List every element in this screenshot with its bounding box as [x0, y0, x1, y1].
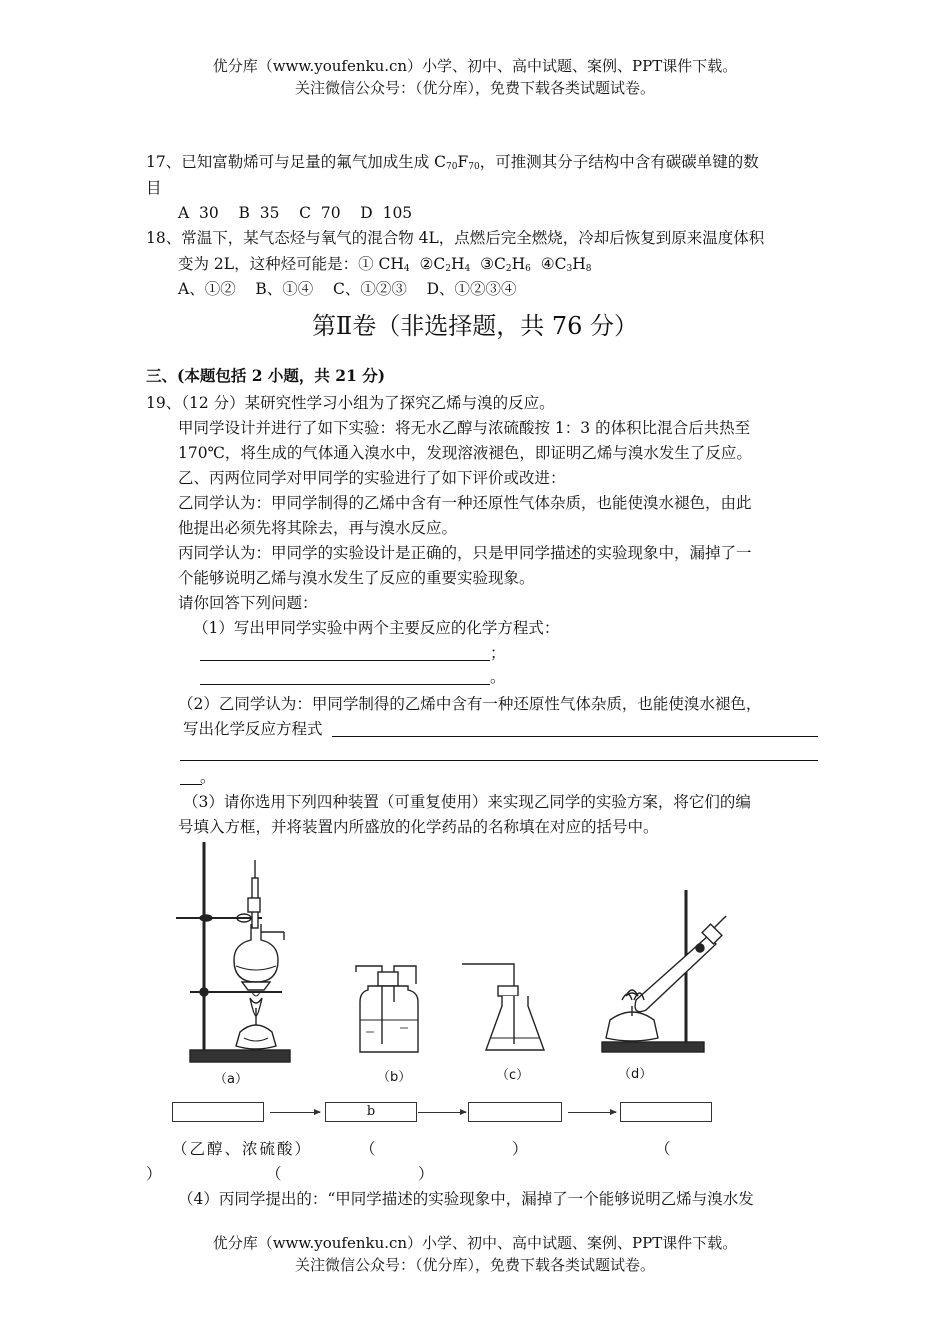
q18-f2-b: H	[450, 255, 465, 273]
q18-f3-a: ③C	[470, 255, 506, 273]
q17-options: A 30 B 35 C 70 D 105	[178, 204, 413, 222]
reagent-1: （乙醇、浓硫酸）	[172, 1140, 313, 1158]
q18-f3-b: H	[511, 255, 526, 273]
q18-f4-a: ④C	[530, 255, 567, 273]
flow-box-4[interactable]	[620, 1102, 712, 1122]
reagent-2-open: （	[360, 1140, 376, 1158]
header-line-1: 优分库（www.youfenku.cn）小学、初中、高中试题、案例、PPT课件下载。	[212, 57, 738, 75]
q17-text-c: ，可推测其分子结构中含有碳碳单键的数	[479, 153, 759, 171]
answer-blank-2[interactable]	[200, 684, 490, 685]
answer-blank-3[interactable]	[332, 736, 818, 737]
q19-sub-2-line-1: （2）乙同学认为：甲同学制得的乙烯中含有一种还原性气体杂质，也能使溴水褪色，	[178, 695, 762, 713]
apparatus-d-diagram	[596, 888, 736, 1058]
q18-f2-s1: 2	[445, 264, 451, 274]
q17-sub-2: 70	[468, 162, 480, 172]
reagent-2-close: ）	[512, 1140, 528, 1158]
q17-text-b: F	[457, 153, 469, 171]
blank-2-end: 。	[490, 668, 506, 686]
apparatus-a-label: （a）	[214, 1072, 248, 1087]
q17-sub-1: 70	[446, 162, 458, 172]
q18-f2-s2: 4	[464, 264, 471, 274]
q19-intro: 19、（12 分）某研究性学习小组为了探究乙烯与溴的反应。	[146, 394, 555, 412]
q18-f2-a: ②C	[409, 255, 446, 273]
apparatus-c-label: （c）	[496, 1068, 530, 1083]
question-17	[146, 152, 759, 177]
q18-f4-b: H	[572, 255, 586, 273]
q19-p2: 乙、丙两位同学对甲同学的实验进行了如下评价或改进：	[178, 469, 566, 487]
q19-sub-3-line-2: 号填入方框，并将装置内所盛放的化学药品的名称填在对应的括号中。	[178, 818, 659, 836]
q17-text-d: 目	[146, 179, 162, 197]
reagent-4-close: ）	[418, 1165, 434, 1183]
q19-sub-2-line-2: 写出化学反应方程式	[183, 720, 323, 738]
q17-text-a: 17、已知富勒烯可与足量的氟气加成生成 C	[146, 153, 447, 171]
part-3-title: 三、(本题包括 2 小题，共 21 分)	[146, 366, 386, 385]
q18-line-2	[178, 254, 591, 279]
q18-line-1: 18、常温下，某气态烃与氧气的混合物 4L，点燃后完全燃烧，冷却后恢复到原来温度体积	[146, 229, 765, 247]
footer-line-2: 关注微信公众号：（优分库），免费下载各类试题试卷。	[294, 1256, 655, 1274]
q19-p4-line-1: 丙同学认为：甲同学的实验设计是正确的，只是甲同学描述的实验现象中，漏掉了一	[178, 544, 752, 562]
q19-p3-line-1: 乙同学认为：甲同学制得的乙烯中含有一种还原性气体杂质，也能使溴水褪色，由此	[178, 494, 752, 512]
apparatus-b-diagram	[352, 962, 432, 1057]
q19-sub-3-line-1: （3）请你选用下列四种装置（可重复使用）来实现乙同学的实验方案，将它们的编	[183, 793, 751, 811]
blank-1-end: ；	[490, 644, 506, 662]
apparatus-b-label: （b）	[377, 1070, 412, 1085]
reagent-3-open: （	[655, 1140, 671, 1158]
q18-options: A、①② B、①④ C、①②③ D、①②③④	[178, 280, 517, 298]
answer-blank-1[interactable]	[200, 660, 490, 661]
answer-blank-4[interactable]	[180, 760, 818, 761]
q18-f3-s2: 6	[525, 264, 531, 274]
q18-line2-a: 变为 2L，这种烃可能是：① CH	[178, 255, 404, 273]
flow-arrow-2	[418, 1112, 466, 1113]
q18-f4-s2: 8	[585, 264, 592, 274]
q18-f1-sub: 4	[403, 264, 410, 274]
apparatus-c-diagram	[460, 958, 550, 1058]
flow-arrow-3	[568, 1112, 616, 1113]
flow-box-3[interactable]	[468, 1102, 562, 1122]
header-line-2: 关注微信公众号：（优分库），免费下载各类试题试卷。	[294, 79, 655, 97]
apparatus-d-label: （d）	[618, 1067, 653, 1082]
q18-f3-s1: 2	[505, 264, 512, 274]
q19-sub-1: （1）写出甲同学实验中两个主要反应的化学方程式：	[193, 619, 560, 637]
answer-blank-5[interactable]	[180, 784, 202, 785]
q19-p4-line-2: 个能够说明乙烯与溴水发生了反应的重要实验现象。	[178, 569, 535, 587]
flow-box-1[interactable]	[172, 1102, 264, 1122]
q19-sub-4: （4）丙同学提出的：“甲同学描述的实验现象中，漏掉了一个能够说明乙烯与溴水发	[178, 1190, 754, 1208]
q19-p1-line-2: 170℃，将生成的气体通入溴水中，发现溶液褪色，即证明乙烯与溴水发生了反应。	[178, 444, 752, 462]
reagent-4-open: （	[266, 1165, 282, 1183]
q19-p5: 请你回答下列问题：	[178, 594, 318, 612]
q19-p1-line-1: 甲同学设计并进行了如下实验：将无水乙醇与浓硫酸按 1：3 的体积比混合后共热至	[178, 419, 751, 437]
flow-arrow-1	[270, 1112, 320, 1113]
section-2-title: 第Ⅱ卷（非选择题，共 76 分）	[311, 312, 639, 340]
flow-box-2[interactable]: b	[325, 1102, 417, 1122]
apparatus-a-diagram	[172, 840, 302, 1065]
q18-f4-s1: 3	[566, 264, 573, 274]
footer-line-1: 优分库（www.youfenku.cn）小学、初中、高中试题、案例、PPT课件下载。	[212, 1234, 738, 1252]
q19-p3-line-2: 他提出必须先将其除去，再与溴水反应。	[178, 519, 458, 537]
reagent-3-close: ）	[146, 1165, 162, 1183]
blank-5-end: 。	[200, 768, 216, 786]
